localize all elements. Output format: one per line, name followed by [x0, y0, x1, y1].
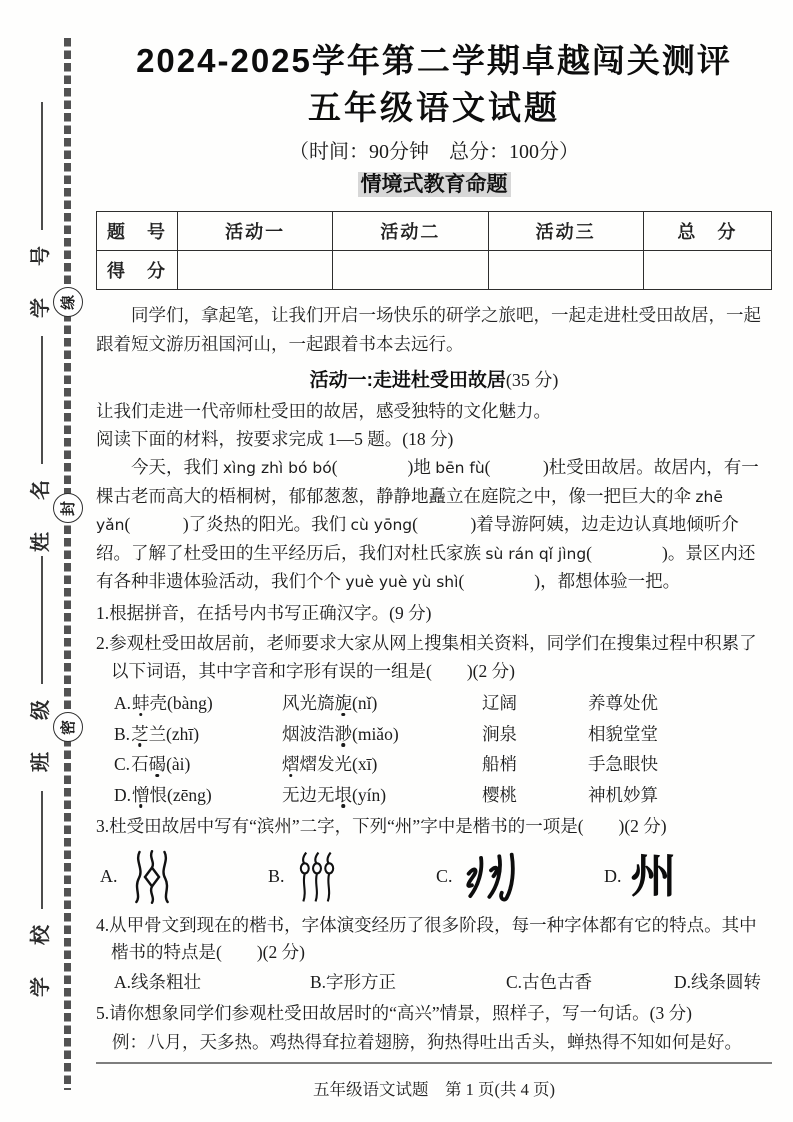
emphasized-character: 垠: [334, 784, 352, 805]
option-letter: A.: [100, 866, 118, 886]
question-1-stem: 1.根据拼音，在括号内书写正确汉字。(9 分): [96, 602, 432, 623]
question-4-options: [114, 968, 772, 997]
emphasized-character: 旎: [334, 693, 352, 713]
word-group-cell: 樱桃: [482, 784, 517, 805]
word-group-cell: 手急眼快: [588, 754, 658, 774]
score-row-label: 得 分: [97, 251, 178, 290]
banner-highlight: 情境式教育命题: [358, 172, 511, 197]
emphasized-character: 碣: [148, 754, 167, 774]
pinyin-text: yuè yuè yù shì: [345, 573, 459, 591]
score-table-header-row: [97, 212, 772, 251]
word-group-cell: 船梢: [482, 754, 517, 774]
word-group-cell: 养尊处优: [588, 693, 658, 713]
word-group-cell: 辽阔: [482, 693, 517, 713]
seal-stamp-feng: 封: [53, 493, 83, 523]
chinese-text: ( )杜受田故居。故居内，有一棵古老而高大的梧桐树，郁郁葱葱，静静地矗立在庭院之中，像一把巨大的伞: [96, 457, 759, 506]
school-blank-line: [41, 791, 43, 909]
option-letter: D.: [604, 866, 622, 886]
zhou-running-script-glyph: [462, 850, 520, 904]
question-5-stem: 5.请你想象同学们参观杜受田故居时的“高兴”情景，照样子，写一句话。(3 分): [96, 1002, 692, 1023]
question-3-option-d: [604, 849, 772, 905]
question-3-option-c: [436, 850, 604, 904]
student-name-label: 姓 名: [30, 474, 52, 552]
exam-title-line1: 2024-2025学年第二学期卓越闯关测评: [136, 42, 732, 79]
question-4-option-c: C.古色古香: [506, 971, 593, 992]
score-cell-empty: [488, 251, 643, 290]
score-table-header-cell: 活动二: [333, 212, 488, 251]
class-label: 班 级: [30, 694, 52, 772]
zhou-oracle-bone-script-glyph: [127, 848, 177, 906]
seal-stamp-xian: 缐: [53, 287, 83, 317]
exam-title-line2: 五年级语文试题: [308, 89, 560, 126]
chinese-text: ( )，都想体验一把。: [458, 571, 681, 591]
question-5-example: 例：八月，天多热。鸡热得耷拉着翅膀，狗热得吐出舌头，蝉热得不知如何是好。: [112, 1032, 742, 1052]
word-group-cell: 神机妙算: [588, 784, 658, 805]
word-group-cell: A.蚌壳(bàng): [114, 693, 213, 713]
score-table-header-cell: 活动三: [488, 212, 643, 251]
option-letter: A.: [114, 693, 132, 713]
class-blank-line: [41, 556, 43, 684]
option-letter: B.: [268, 866, 285, 886]
chinese-text: ( )着导游阿姨，边走边认真地倾听介绍。了解了杜受田的生平经历后，我们对杜氏家族: [96, 514, 739, 563]
word-group-cell: 无边无垠(yín): [282, 784, 387, 805]
student-name-field: [26, 336, 56, 552]
option-letter: C.: [436, 866, 453, 886]
word-group-cell: 相貌堂堂: [588, 723, 658, 744]
question-3-option-b: [268, 848, 436, 906]
exam-banner: [96, 170, 772, 202]
chinese-text: ( )。景区内还有各种非遗体验活动，我们个个: [96, 542, 756, 591]
score-cell-empty: [333, 251, 488, 290]
word-group-cell: 熠熠发光(xī): [282, 754, 378, 774]
intro-paragraph: 同学们，拿起笔，让我们开启一场快乐的研学之旅吧，一起走进杜受田故居，一起跟着短文游历祖国河山，一起跟着书本去远行。: [96, 305, 761, 354]
word-group-cell: 风光旖旎(nǐ): [282, 693, 378, 713]
activity1-heading-title: 活动一:走进杜受田故居: [309, 370, 506, 391]
score-table: [96, 211, 772, 290]
reading-prompt: 阅读下面的材料，按要求完成 1—5 题。(18 分): [96, 429, 454, 449]
question-2-options: [114, 688, 772, 810]
word-group-cell: B.芝兰(zhī): [114, 723, 200, 744]
activity1-heading-score: (35 分): [505, 370, 559, 390]
student-id-blank-line: [41, 102, 43, 230]
score-cell-empty: [643, 251, 771, 290]
student-id-label: 学 号: [30, 240, 52, 318]
question-4-option-b: B.字形方正: [310, 971, 397, 992]
binding-perforation-line: [64, 34, 71, 1090]
exam-time-score-info: （时间：90分钟 总分：100分）: [289, 141, 579, 163]
question-2-stem: 2.参观杜受田故居前，老师要求大家从网上搜集相关资料，同学们在搜集过程中积累了以下词语，其中字音和字形有误的一组是( )(2 分): [96, 633, 757, 681]
student-id-field: [26, 102, 56, 318]
option-letter: D.: [114, 784, 132, 805]
question-4-option-d: D.线条圆转: [674, 971, 762, 992]
pinyin-text: cù yōng: [350, 516, 413, 534]
word-group-option-row: [114, 688, 772, 719]
score-table-header-cell: 题 号: [97, 212, 178, 251]
word-group-option-row: [114, 749, 772, 780]
school-field: [26, 791, 56, 997]
option-letter: C.: [114, 754, 131, 774]
word-group-cell: 烟波浩渺(miǎo): [282, 723, 399, 744]
activity1-heading: [96, 366, 772, 395]
score-table-header-cell: 总 分: [643, 212, 771, 251]
emphasized-character: 蚌: [132, 693, 150, 713]
question-4-stem: 4.从甲骨文到现在的楷书，字体演变经历了很多阶段，每一种字体都有它的特点。其中楷书的特点是( )(2 分): [96, 914, 757, 962]
page-footer: 五年级语文试题 第 1 页(共 4 页): [313, 1080, 555, 1099]
question-4-option-a: A.线条粗壮: [114, 971, 202, 992]
footer-divider: [96, 1062, 772, 1064]
school-label: 学 校: [30, 919, 52, 997]
class-field: [26, 556, 56, 772]
score-table-header-cell: 活动一: [178, 212, 333, 251]
emphasized-character: 渺: [334, 723, 352, 744]
question-3-options: [100, 845, 772, 909]
emphasized-character: 芝: [131, 723, 149, 744]
word-group-option-row: [114, 780, 772, 811]
word-group-cell: C.石碣(ài): [114, 754, 191, 774]
zhou-regular-script-glyph: 州: [630, 850, 677, 902]
word-group-cell: 涧泉: [482, 723, 517, 744]
score-table-score-row: [97, 251, 772, 290]
pinyin-text: sù rán qǐ jìng: [485, 544, 587, 563]
chinese-text: 今天，我们: [131, 457, 223, 477]
pinyin-text: xìng zhì bó bó: [222, 459, 332, 477]
score-cell-empty: [178, 251, 333, 290]
zhou-seal-script-glyph: [294, 848, 340, 906]
word-group-option-row: [114, 719, 772, 750]
pinyin-text: bēn fù: [435, 459, 485, 477]
reading-material-paragraph: [96, 454, 772, 597]
exam-content: [96, 38, 772, 1056]
word-group-cell: D.憎恨(zēng): [114, 784, 212, 805]
seal-stamp-mi: 密: [53, 712, 83, 742]
question-3-stem: 3.杜受田故居中写有“滨州”二字，下列“州”字中是楷书的一项是( )(2 分): [96, 816, 667, 836]
chinese-text: ( )了炎热的阳光。我们: [124, 514, 351, 534]
question-3-option-a: [100, 848, 268, 906]
emphasized-character: 熠: [282, 754, 300, 774]
chinese-text: ( )地: [331, 457, 436, 477]
option-letter: B.: [114, 723, 131, 744]
pinyin-text: zhē yǎn: [96, 487, 723, 534]
activity1-lead: 让我们走进一代帝师杜受田的故居，感受独特的文化魅力。: [96, 401, 551, 421]
student-name-blank-line: [41, 336, 43, 464]
emphasized-character: 憎: [132, 784, 150, 805]
